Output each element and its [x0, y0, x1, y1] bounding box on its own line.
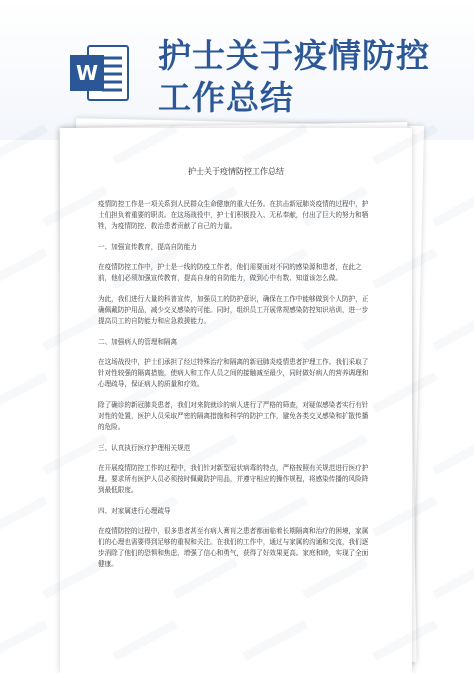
paragraph: 为此，我们进行大量的科普宣传，加强员工的防护意识，确保在工作中能够做到个人防护，正确佩戴防护用品，减少交叉感染的可能。同时，组织员工开展常规感染防控知识培训，进一步提高员工的自防能力和应急救援能力。 — [98, 295, 369, 325]
page-title-line-2: 工作总结 — [158, 78, 294, 117]
watermark-mark — [0, 248, 48, 289]
watermark-mark — [432, 434, 474, 475]
svg-text:W: W — [75, 61, 99, 85]
watermark-mark — [432, 558, 474, 599]
watermark-mark — [0, 372, 48, 413]
watermark-mark — [0, 496, 48, 537]
section-heading: 二、加强病人的管理和隔离 — [98, 338, 178, 346]
section-heading: 一、加强宣传教育，提高自防能力 — [98, 243, 197, 251]
header-banner — [0, 0, 474, 140]
section-heading: 三、认真执行医疗护理相关规范 — [98, 444, 191, 452]
document-body — [60, 128, 412, 673]
watermark-mark — [0, 620, 48, 661]
section-heading: 四、对家属进行心理疏导 — [98, 507, 171, 515]
paragraph: 在疫情防控的过程中，很多患者甚至有病人膏肓之患者都面临着长期隔离和治疗的困境，家属们的心理也需要得到足够的重视和关注。在我们的工作中，通过与家属的沟通和交流，我们逐步消除了他们的恐惧和焦虑，增强了信心和勇气，获得了好效果更高。家庭和睦，实现了全面健康。 — [98, 527, 369, 568]
paragraph: 疫情防控工作是一项关系到人民群众生命健康的重大任务。在抗击新冠肺炎疫情的过程中，护士们担负着重要的职责。在这场战役中，护士们积极投入、无私奉献，付出了巨大的努力和牺牲，为疫情防控、救治患者贡献了自己的力量。 — [98, 200, 369, 230]
paragraph: 除了确诊的新冠肺炎患者，我们对来院就诊的病人进行了严格的筛查，对疑似感染者实行有针对性的处置，医护人员采取严密的隔离措施和科学的防护工作，避免各类交叉感染和扩散传播的危险。 — [98, 401, 369, 431]
document-title: 护士关于疫情防控工作总结 — [188, 167, 284, 176]
watermark-mark — [432, 310, 474, 351]
document-content — [98, 199, 374, 570]
word-document-icon — [68, 42, 130, 104]
page-title-line-1: 护士关于疫情防控 — [158, 36, 430, 75]
watermark-mark — [432, 186, 474, 227]
paragraph: 在这场战役中，护士们承担了经过特殊治疗和隔离的新冠肺炎疫情患者护理工作。我们采取了针对性较强的隔离措施，使病人和工作人员之间的接触减至最少，同时做好病人的营养调理和心理疏导，保证病人的质量和疗效。 — [98, 358, 369, 388]
paragraph: 在疫情防控工作中，护士是一线的防疫工作者，他们需要面对不同的感染源和患者，在此之前，他们必须加强宣传教育，提高自身的自防能力，做到心中有数、知道该怎么做。 — [98, 263, 362, 282]
paragraph: 在开展疫情防控工作的过程中，我们针对新型冠状病毒的特点，严格按照有关规范进行医疗护理。要求所有医护人员必须按时佩戴防护用品，并遵守相应的操作规程，将感染传播的风险降到最低限度。 — [98, 464, 369, 494]
